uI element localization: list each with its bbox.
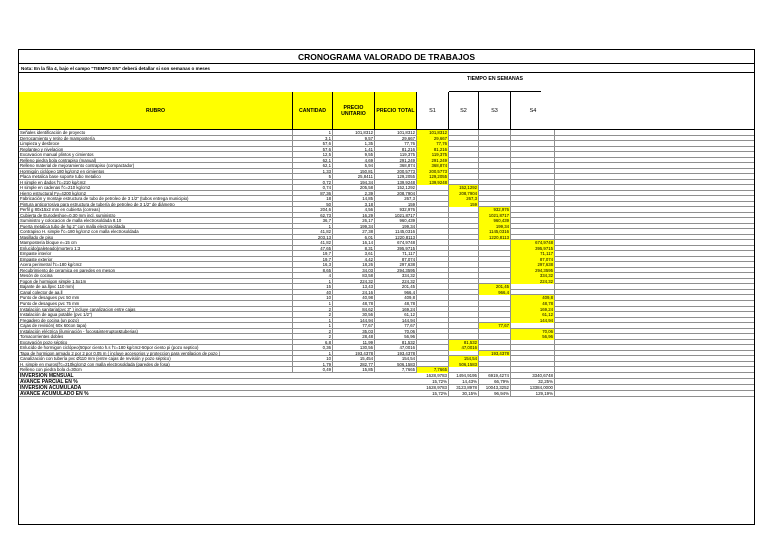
rubro-cell: Recubrimiento de ceramica en paredes en meson <box>20 268 293 274</box>
precio-unitario-cell: 30,56 <box>333 312 375 318</box>
precio-unitario-cell: 4,56 <box>333 207 375 213</box>
sheet-title: CRONOGRAMA VALORADO DE TRABAJOS <box>19 50 754 64</box>
cantidad-cell: 2 <box>293 307 333 313</box>
precio-total-cell: 294,3595 <box>375 268 417 274</box>
cantidad-cell: 0,74 <box>293 185 333 191</box>
precio-unitario-cell: 48,78 <box>333 301 375 307</box>
cantidad-cell: 0,36 <box>293 345 333 351</box>
precio-unitario-cell: 199,34 <box>333 224 375 230</box>
week-1-cell: 77,76 <box>417 141 449 147</box>
rubro-cell: Mesón de cocina <box>20 273 293 279</box>
precio-total-cell: 159 <box>375 202 417 208</box>
precio-total-cell: 1145,0316 <box>375 229 417 235</box>
week-1-cell: 139,9248 <box>417 180 449 186</box>
week-1-cell: 368,874 <box>417 163 449 169</box>
precio-unitario-cell: 35,03 <box>333 329 375 335</box>
precio-total-cell: 1021,8717 <box>375 213 417 219</box>
precio-total-cell: 70,06 <box>375 329 417 335</box>
cantidad-cell: 12,5 <box>293 152 333 158</box>
rubro-cell: Instalación sanitaria(pvc 3" ) incluye canalizacion entre cajas <box>20 307 293 313</box>
precio-unitario-cell: 14,85 <box>333 196 375 202</box>
cantidad-cell: 50 <box>293 202 333 208</box>
rubro-cell: Placa metalica base soporte tubo metalico <box>20 174 293 180</box>
rubro-cell: Excavación pozo séptico <box>20 340 293 346</box>
week-2-cell: 208,7904 <box>449 191 479 197</box>
precio-total-cell: 152,1292 <box>375 185 417 191</box>
cantidad-cell: 1 <box>293 323 333 329</box>
precio-total-cell: 48,78 <box>375 301 417 307</box>
header-rubro: RUBRO <box>19 92 293 129</box>
precio-unitario-cell: 24,16 <box>333 290 375 296</box>
rubro-cell: Mamposteria bloque e=15 cm <box>20 240 293 246</box>
cantidad-cell: 40 <box>293 290 333 296</box>
cantidad-cell: 4 <box>293 273 333 279</box>
week-4-cell: 674,9748 <box>511 240 555 246</box>
cantidad-cell: 41,82 <box>293 229 333 235</box>
header-week-1: S1 <box>417 92 449 129</box>
week-4-cell: 87,074 <box>511 257 555 263</box>
cantidad-cell: 1 <box>293 351 333 357</box>
precio-total-cell: 139,9248 <box>375 180 417 186</box>
precio-total-cell: 368,874 <box>375 163 417 169</box>
precio-unitario-cell: 15,85 <box>333 367 375 373</box>
cantidad-cell: 15 <box>293 284 333 290</box>
rubro-cell: Cubierta de Eurodeshoe=0.30 mm incl. suministro <box>20 213 293 219</box>
rubro-cell: Fabricación y montaje estructura de tubo de petroleo de 3 1/2" (tubos entrega municipio) <box>20 196 293 202</box>
cantidad-cell: 1 <box>293 130 333 136</box>
precio-unitario-cell: 16,29 <box>333 213 375 219</box>
cantidad-cell: 8,65 <box>293 268 333 274</box>
precio-unitario-cell: 11,99 <box>333 340 375 346</box>
precio-total-cell: 674,9748 <box>375 240 417 246</box>
week-2-cell: 267,3 <box>449 196 479 202</box>
week-2-cell: 159 <box>449 202 479 208</box>
rubro-cell: Canalización con tubería pvc Ø110 mm (entre cajas de revisión y pozo séptico) <box>20 356 293 362</box>
precio-total-cell: 29,667 <box>375 136 417 142</box>
week-4-cell: 334,32 <box>511 273 555 279</box>
rubro-cell: Relleno piedra bola contrapiso (manual) <box>20 158 293 164</box>
week-3-cell: 201,45 <box>479 284 511 290</box>
precio-unitario-cell: 130,56 <box>333 345 375 351</box>
precio-total-cell: 506,1583 <box>375 362 417 368</box>
cantidad-cell: 1 <box>293 318 333 324</box>
precio-total-cell: 334,32 <box>375 273 417 279</box>
precio-unitario-cell: 34,03 <box>333 268 375 274</box>
precio-unitario-cell: 101,8312 <box>333 130 375 136</box>
precio-total-cell: 932,976 <box>375 207 417 213</box>
precio-unitario-cell: 193,4378 <box>333 351 375 357</box>
week-4-cell: 409,8 <box>511 295 555 301</box>
rubro-cell: Punto de desagues pvc 50 mm <box>20 295 293 301</box>
summary-week-2: 1494,9195 <box>449 373 479 379</box>
week-4-cell: 56,96 <box>511 334 555 340</box>
rubro-cell: Bajante de aa.llpvc 110 mm) <box>20 284 293 290</box>
precio-unitario-cell: 84,62 <box>333 307 375 313</box>
summary-row <box>19 391 754 397</box>
precio-unitario-cell: 9,57 <box>333 136 375 142</box>
precio-total-cell: 297,638 <box>375 262 417 268</box>
header-tiempo: TIEMPO EN SEMANAS <box>449 73 541 92</box>
summary-week-4: 32,25% <box>511 379 555 385</box>
summary-week-4: 129,19% <box>511 391 555 397</box>
cantidad-cell: 18 <box>293 196 333 202</box>
week-4-cell: 61,12 <box>511 312 555 318</box>
week-4-cell: 294,3595 <box>511 268 555 274</box>
summary-week-3: 66,79% <box>479 379 511 385</box>
week-4-cell: 224,32 <box>511 279 555 285</box>
rubro-cell: Fregadero de cocina (un pozo) <box>20 318 293 324</box>
precio-unitario-cell: 13,43 <box>333 284 375 290</box>
week-1-cell: 200,5773 <box>417 169 449 175</box>
week-4-cell: 169,24 <box>511 307 555 313</box>
week-3-cell: 1021,8717 <box>479 213 511 219</box>
cantidad-cell: 10 <box>293 295 333 301</box>
header-precio-unitario: PRECIO UNITARIO <box>333 92 375 129</box>
precio-unitario-cell: 16,14 <box>333 240 375 246</box>
cantidad-cell: 10 <box>293 356 333 362</box>
precio-total-cell: 77,76 <box>375 141 417 147</box>
summary-label: INVERSION MENSUAL <box>20 372 74 379</box>
cantidad-cell: 47,65 <box>293 246 333 252</box>
precio-total-cell: 208,7904 <box>375 191 417 197</box>
precio-total-cell: 77,67 <box>375 323 417 329</box>
precio-total-cell: 199,34 <box>375 224 417 230</box>
rubro-cell: Acera perimetral f'c=180 kg/cm2 <box>20 262 293 268</box>
precio-unitario-cell: 6,01 <box>333 235 375 241</box>
summary-week-1: 15,72% <box>417 391 449 397</box>
cantidad-cell: 16,3 <box>293 262 333 268</box>
cantidad-cell: 19,7 <box>293 251 333 257</box>
table-body <box>19 130 754 397</box>
week-4-cell: 297,638 <box>511 262 555 268</box>
cantidad-cell: 0,72 <box>293 180 333 186</box>
precio-total-cell: 47,0016 <box>375 345 417 351</box>
precio-unitario-cell: 4,69 <box>333 158 375 164</box>
summary-week-4: 3340,6748 <box>511 373 555 379</box>
precio-total-cell: 395,9715 <box>375 246 417 252</box>
week-3-cell: 960,439 <box>479 218 511 224</box>
rubro-cell: Pintura anticorrosiva para estructura de tubería de petroleo de 3 1/2" de diámetro <box>20 202 293 208</box>
precio-total-cell: 291,249 <box>375 158 417 164</box>
rubro-cell: Puerta metalica tubo de hg 2" con malla electrosoldada <box>20 224 293 230</box>
header-cantidad: CANTIDAD <box>293 92 333 129</box>
precio-unitario-cell: 194,34 <box>333 180 375 186</box>
week-2-cell: 154,54 <box>449 356 479 362</box>
header-week-4: S4 <box>529 107 537 114</box>
cantidad-cell: 62,1 <box>293 163 333 169</box>
precio-total-cell: 129,2055 <box>375 174 417 180</box>
week-2-cell: 152,1292 <box>449 185 479 191</box>
schedule-sheet <box>18 49 755 525</box>
week-3-cell: 77,67 <box>479 323 511 329</box>
precio-unitario-cell: 26,17 <box>333 218 375 224</box>
cantidad-cell: 62,1 <box>293 158 333 164</box>
week-1-cell: 81,216 <box>417 147 449 153</box>
precio-total-cell: 56,96 <box>375 334 417 340</box>
rubro-cell: Suministro y colocacion de malla electrosoldada 8.10 <box>20 218 293 224</box>
precio-total-cell: 1220,8113 <box>375 235 417 241</box>
summary-week-1: 15,72% <box>417 379 449 385</box>
cantidad-cell: 36,7 <box>293 218 333 224</box>
cantidad-cell: 6,8 <box>293 340 333 346</box>
rubro-cell: Fogon de hormigon simple 1.5x1m <box>20 279 293 285</box>
week-3-cell: 193,4378 <box>479 351 511 357</box>
precio-unitario-cell: 15,454 <box>333 356 375 362</box>
rubro-cell: Contrapiso H. simple f'c=180 kg/cm2 con malla electrosoldada <box>20 229 293 235</box>
summary-week-1: 1628,9783 <box>417 373 449 379</box>
precio-unitario-cell: 1,35 <box>333 141 375 147</box>
week-4-cell: 48,78 <box>511 301 555 307</box>
cantidad-cell: 1 <box>293 301 333 307</box>
summary-week-3: 10043,3252 <box>479 385 511 391</box>
cantidad-cell: 19,7 <box>293 257 333 263</box>
rubro-cell: Tapa de hormigon armado 2 por 2 por 0.05 m ( incluye accesorios y proteccion para ventilacion de pozo ) <box>20 351 293 357</box>
cantidad-cell: 87,36 <box>293 191 333 197</box>
cantidad-cell: 57,6 <box>293 141 333 147</box>
cantidad-cell: 62,73 <box>293 213 333 219</box>
cantidad-cell: 41,82 <box>293 240 333 246</box>
precio-unitario-cell: 40,98 <box>333 295 375 301</box>
week-3-cell: 1220,8113 <box>479 235 511 241</box>
week-1-cell: 119,375 <box>417 152 449 158</box>
precio-unitario-cell: 77,67 <box>333 323 375 329</box>
precio-total-cell: 966,4 <box>375 290 417 296</box>
summary-label: INVERSION ACUMULADA <box>20 384 82 391</box>
cantidad-cell: 1 <box>293 279 333 285</box>
precio-total-cell: 87,074 <box>375 257 417 263</box>
week-4-cell: 144,94 <box>511 318 555 324</box>
precio-unitario-cell: 3,61 <box>333 251 375 257</box>
precio-unitario-cell: 144,94 <box>333 318 375 324</box>
summary-week-3: 96,94% <box>479 391 511 397</box>
precio-unitario-cell: 282,77 <box>333 362 375 368</box>
rubro-cell: H simple en dados f'c=210 kg/cm2 <box>20 180 293 186</box>
header-precio-total: PRECIO TOTAL <box>375 92 417 129</box>
precio-total-cell: 200,5773 <box>375 169 417 175</box>
precio-total-cell: 101,8312 <box>375 130 417 136</box>
cantidad-cell: 57,6 <box>293 147 333 153</box>
precio-total-cell: 61,12 <box>375 312 417 318</box>
precio-total-cell: 7,7665 <box>375 367 417 373</box>
week-3-cell: 966,4 <box>479 290 511 296</box>
precio-unitario-cell: 28,48 <box>333 334 375 340</box>
cantidad-cell: 0,49 <box>293 367 333 373</box>
precio-unitario-cell: 1,41 <box>333 147 375 153</box>
rubro-cell: Tomacorrientes dobles <box>20 334 293 340</box>
sheet-note: Nota: En la fila 4, bajo el campo "TIEMPO EN" deberá detallar si son semanas o meses <box>19 64 754 73</box>
rubro-cell: Hierro estructural Fy=4200 kg/cm2 <box>20 191 293 197</box>
precio-total-cell: 267,3 <box>375 196 417 202</box>
precio-total-cell: 224,32 <box>375 279 417 285</box>
precio-unitario-cell: 5,94 <box>333 163 375 169</box>
cantidad-cell: 203,13 <box>293 235 333 241</box>
precio-unitario-cell: 224,32 <box>333 279 375 285</box>
rubro-cell: Canal colector de aa.ll <box>20 290 293 296</box>
week-3-cell: 932,976 <box>479 207 511 213</box>
rubro-cell: Perfil g 80x15x2 mm en cubierta (correas) <box>20 207 293 213</box>
week-1-cell: 129,2055 <box>417 174 449 180</box>
summary-week-1: 1628,9783 <box>417 385 449 391</box>
precio-unitario-cell: 83,58 <box>333 273 375 279</box>
week-2-cell: 81,532 <box>449 340 479 346</box>
week-4-cell: 71,117 <box>511 251 555 257</box>
week-1-cell: 29,667 <box>417 136 449 142</box>
precio-unitario-cell: 18,26 <box>333 262 375 268</box>
precio-unitario-cell: 3,18 <box>333 202 375 208</box>
cantidad-cell: 2 <box>293 312 333 318</box>
header-week-2: S2 <box>449 92 479 129</box>
week-4-cell: 395,9715 <box>511 246 555 252</box>
week-4-cell: 70,06 <box>511 329 555 335</box>
week-2-cell: 506,1583 <box>449 362 479 368</box>
week-1-cell: 291,249 <box>417 158 449 164</box>
rubro-cell: Hormigón ciclópeo 180 kg/cm2 en cimientos <box>20 169 293 175</box>
precio-total-cell: 119,375 <box>375 152 417 158</box>
rubro-cell: Señales identificación de proyecto <box>20 130 293 136</box>
precio-total-cell: 154,54 <box>375 356 417 362</box>
summary-week-2: 30,15% <box>449 391 479 397</box>
rubro-cell: Enlucido(paleteado)mortero 1:3 <box>20 246 293 252</box>
header-week-3: S3 <box>479 92 511 129</box>
week-3-cell: 199,34 <box>479 224 511 230</box>
week-2-cell: 47,0016 <box>449 345 479 351</box>
cantidad-cell: 5 <box>293 174 333 180</box>
precio-unitario-cell: 9,55 <box>333 152 375 158</box>
precio-total-cell: 81,532 <box>375 340 417 346</box>
rubro-cell: Relleno material de mejoramiento contrapiso (compactador) <box>20 163 293 169</box>
precio-unitario-cell: 150,81 <box>333 169 375 175</box>
rubro-cell: H. simple en muros(f'c=210kg/cm2 con malla electrosoldada (paredes de fosa) <box>20 362 293 368</box>
rubro-cell: Replanteo y nivelacion <box>20 147 293 153</box>
rubro-cell: H simple en cadenas f'c=210 kg/cm2 <box>20 185 293 191</box>
precio-total-cell: 169,24 <box>375 307 417 313</box>
rubro-cell: Empaste exterior <box>20 257 293 263</box>
rubro-cell: Derrocamiento y retiro de mampostería <box>20 136 293 142</box>
rubro-cell: Excavacion manual plintos y cimientos <box>20 152 293 158</box>
precio-total-cell: 960,439 <box>375 218 417 224</box>
precio-unitario-cell: 205,58 <box>333 185 375 191</box>
cantidad-cell: 1,33 <box>293 169 333 175</box>
precio-unitario-cell: 8,31 <box>333 246 375 252</box>
table-header <box>19 73 754 130</box>
rubro-cell: Instalación eléctrica (iluminación - focos&interruptor&tuberias) <box>20 329 293 335</box>
cantidad-cell: 2 <box>293 329 333 335</box>
precio-unitario-cell: 2,39 <box>333 191 375 197</box>
rubro-cell: Punto de desagues pvc 75 mm <box>20 301 293 307</box>
precio-total-cell: 144,94 <box>375 318 417 324</box>
precio-total-cell: 81,216 <box>375 147 417 153</box>
rubro-cell: Masillado de piso <box>20 235 293 241</box>
cantidad-cell: 1 <box>293 224 333 230</box>
week-3-cell: 1145,0316 <box>479 229 511 235</box>
summary-week-2: 3123,8978 <box>449 385 479 391</box>
rubro-cell: Instalación de agua potable (pvc 1/2") <box>20 312 293 318</box>
summary-week-3: 6919,4274 <box>479 373 511 379</box>
rubro-cell: Enlucido de hormigon ciclópeo(50por ciento h.s f'c=180 kg/cm2-50por ciento pi (pozo septico) <box>20 345 293 351</box>
precio-total-cell: 71,117 <box>375 251 417 257</box>
rubro-cell: Limpieza y desbroce <box>20 141 293 147</box>
summary-label: AVANCE ACUMULADO EN % <box>20 390 89 397</box>
rubro-cell: Relleno con piedra bola d=30cm <box>20 367 293 373</box>
precio-total-cell: 409,8 <box>375 295 417 301</box>
week-1-cell: 101,8312 <box>417 130 449 136</box>
cantidad-cell: 1,79 <box>293 362 333 368</box>
cantidad-cell: 204,6 <box>293 207 333 213</box>
rubro-cell: Empaste interior <box>20 251 293 257</box>
precio-unitario-cell: 25,8411 <box>333 174 375 180</box>
precio-unitario-cell: 27,38 <box>333 229 375 235</box>
summary-week-2: 14,43% <box>449 379 479 385</box>
precio-total-cell: 193,4378 <box>375 351 417 357</box>
summary-week-4: 13384,0000 <box>511 385 555 391</box>
week-1-cell: 7,7665 <box>417 367 449 373</box>
precio-unitario-cell: 4,42 <box>333 257 375 263</box>
cantidad-cell: 2 <box>293 334 333 340</box>
precio-total-cell: 201,45 <box>375 284 417 290</box>
cantidad-cell: 3,1 <box>293 136 333 142</box>
summary-label: AVANCE PARCIAL EN % <box>20 378 78 385</box>
rubro-cell: Cajas de revisión( 60x 60con tapa) <box>20 323 293 329</box>
